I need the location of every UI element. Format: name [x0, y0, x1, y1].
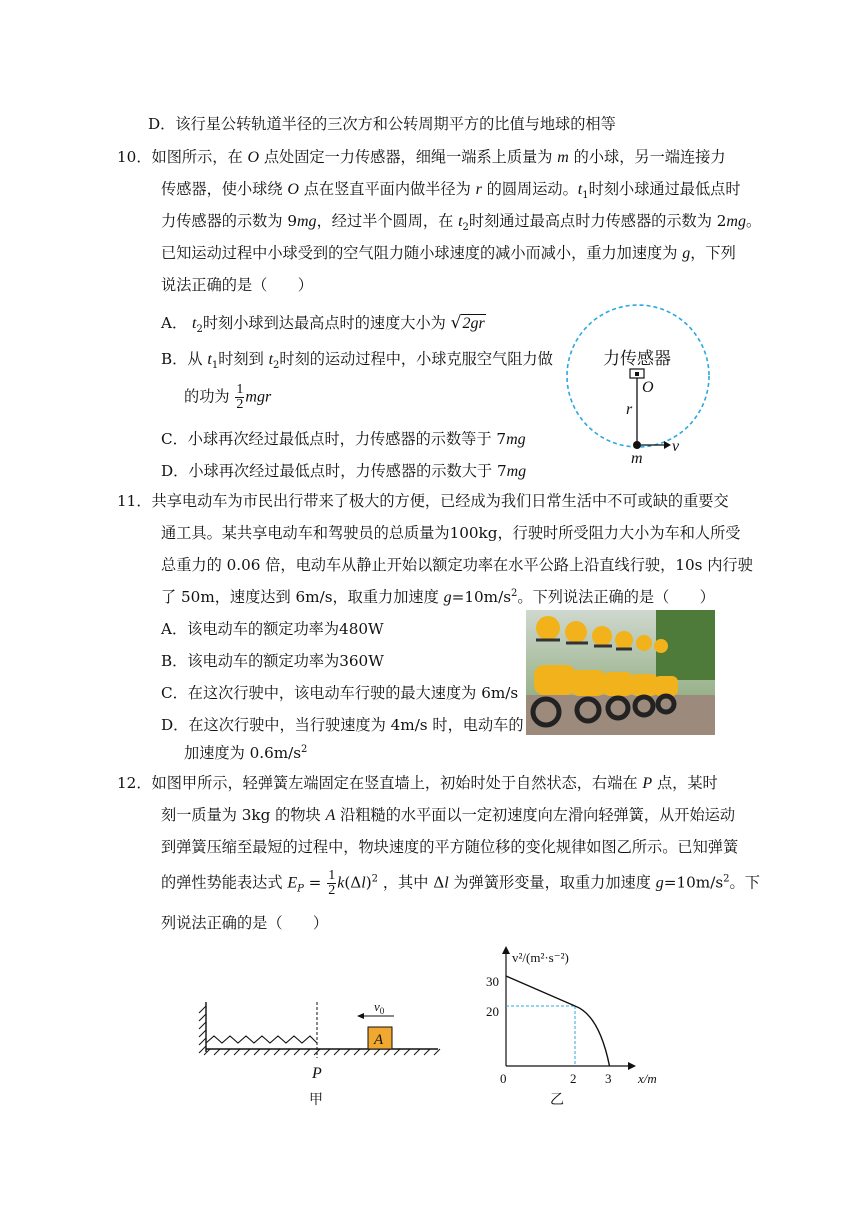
series-line: [506, 976, 610, 1066]
q11-line-1: [117, 491, 729, 511]
q10-number: 10．: [117, 148, 152, 166]
q10-line-4: 已知运动过程中小球受到的空气阻力随小球速度的减小而减小，重力加速度为 g，下列: [161, 244, 736, 262]
x-tick-0: 0: [500, 1071, 507, 1086]
q11-line-2: 通工具。某共享电动车和驾驶员的总质量为100kg，行驶时所受阻力大小为车和人所受: [161, 524, 741, 542]
y-tick-30: 30: [486, 974, 499, 989]
wall-hatching: [199, 1006, 206, 1053]
q10-line-1: 10．如图所示，在 O 点处固定一力传感器，细绳一端系上质量为 m 的小球，另一端连接力: [117, 148, 726, 166]
q10-option-c: C．小球再次经过最低点时，力传感器的示数等于 7mg: [161, 430, 526, 448]
block-a-label: A: [374, 1032, 384, 1048]
q12-line-3: 到弹簧压缩至最短的过程中，物块速度的平方随位移的变化规律如图乙所示。已知弹簧: [161, 838, 739, 856]
point-o-label: O: [642, 379, 654, 396]
x-tick-3: 3: [605, 1071, 612, 1086]
radius-label: r: [626, 401, 633, 418]
q12-line-1: 12．如图甲所示，轻弹簧左端固定在竖直墙上，初始时处于自然状态，右端在 P 点，某时: [117, 774, 718, 792]
q9-option-d: D．该行星公转轨道半径的三次方和公转周期平方的比值与地球的相等: [148, 115, 616, 133]
sensor-label: 力传感器: [603, 349, 671, 368]
y-axis-label: v²/(m²·s⁻²): [512, 950, 569, 965]
ball: [633, 441, 641, 449]
shared-ebikes-photo: [526, 610, 715, 735]
q10-line-2: 传感器，使小球绕 O 点在竖直平面内做半径为 r 的圆周运动。$t_1$时刻小球通过最低点时: [161, 180, 741, 202]
ground-hatching: [204, 1049, 440, 1055]
y-axis-arrowhead-icon: [502, 946, 510, 954]
v2-x-graph: [480, 944, 680, 1086]
q10-circle-figure: [560, 300, 720, 470]
q10-option-b-line1: B．从 $t_1$时刻到 $t_2$时刻的运动过程中，小球克服空气阻力做: [161, 350, 553, 372]
q10-line-3: 力传感器的示数为 9mg，经过半个圆周，在 $t_2$时刻通过最高点时力传感器的示数为 2mg。: [161, 212, 762, 234]
x-axis-label: x/m: [638, 1071, 657, 1086]
q10-line-5: 说法正确的是（ ）: [161, 276, 313, 294]
q10-option-a: A． $t_2$时刻小球到达最高点时的速度大小为 √2gr: [161, 313, 485, 336]
q11-number: 11．: [117, 492, 152, 510]
q12-line-2: 刻一质量为 3kg 的物块 A 沿粗糙的水平面以一定初速度向左滑向轻弹簧，从开始运动: [161, 806, 736, 824]
q11-option-d-line1: D．在这次行驶中，当行驶速度为 4m/s 时，电动车的: [161, 716, 524, 734]
q11-option-d-line2: 加速度为 $0.6m/s^2$: [184, 743, 308, 762]
v0-label: $v_0$: [374, 999, 385, 1016]
mass-label: m: [631, 450, 643, 467]
x-axis-arrowhead-icon: [628, 1062, 636, 1070]
q12-number: 12．: [117, 774, 152, 792]
q11-stem-0: 共享电动车为市民出行带来了极大的方便，已经成为我们日常生活中不可或缺的重要交: [151, 492, 729, 510]
sensor-dot: [635, 372, 639, 376]
fig-jia-caption: 甲: [309, 1092, 323, 1108]
q11-line-3: 总重力的 0.06 倍，电动车从静止开始以额定功率在水平公路上沿直线行驶，10s 内行驶: [161, 556, 753, 574]
fig-yi-caption: 乙: [550, 1092, 564, 1108]
q10-option-b-line2: 的功为 $\frac{1}{2}$ mgr: [184, 382, 272, 412]
q11-option-a: A．该电动车的额定功率为480W: [161, 620, 384, 638]
v0-arrowhead-icon: [357, 1013, 364, 1019]
spring: [206, 1036, 317, 1043]
point-p-label: P: [312, 1065, 322, 1082]
q11-option-c: C．在这次行驶中，该电动车行驶的最大速度为 6m/s: [161, 684, 519, 702]
q11-option-b: B．该电动车的额定功率为360W: [161, 652, 384, 670]
q11-line-4: 了 50m，速度达到 6m/s，取重力加速度 $g=10m/s^2$。下列说法正确的是（ ）: [161, 587, 715, 606]
q12-line-5: 列说法正确的是（ ）: [161, 914, 329, 932]
photo-drawing: [526, 610, 715, 735]
y-tick-20: 20: [486, 1004, 499, 1019]
q12-line-4: 的弹性势能表达式 $E_P$ = $\frac{1}{2}$ $k(\Delta l)^2$ ，其中 Δl 为弹簧形变量，取重力加速度 $g=10m/s^2$。下: [161, 868, 760, 898]
x-tick-2: 2: [570, 1071, 577, 1086]
q10-option-d: D．小球再次经过最低点时，力传感器的示数大于 7mg: [161, 462, 527, 480]
velocity-arrowhead-icon: [664, 441, 671, 449]
velocity-label: v: [672, 438, 680, 455]
